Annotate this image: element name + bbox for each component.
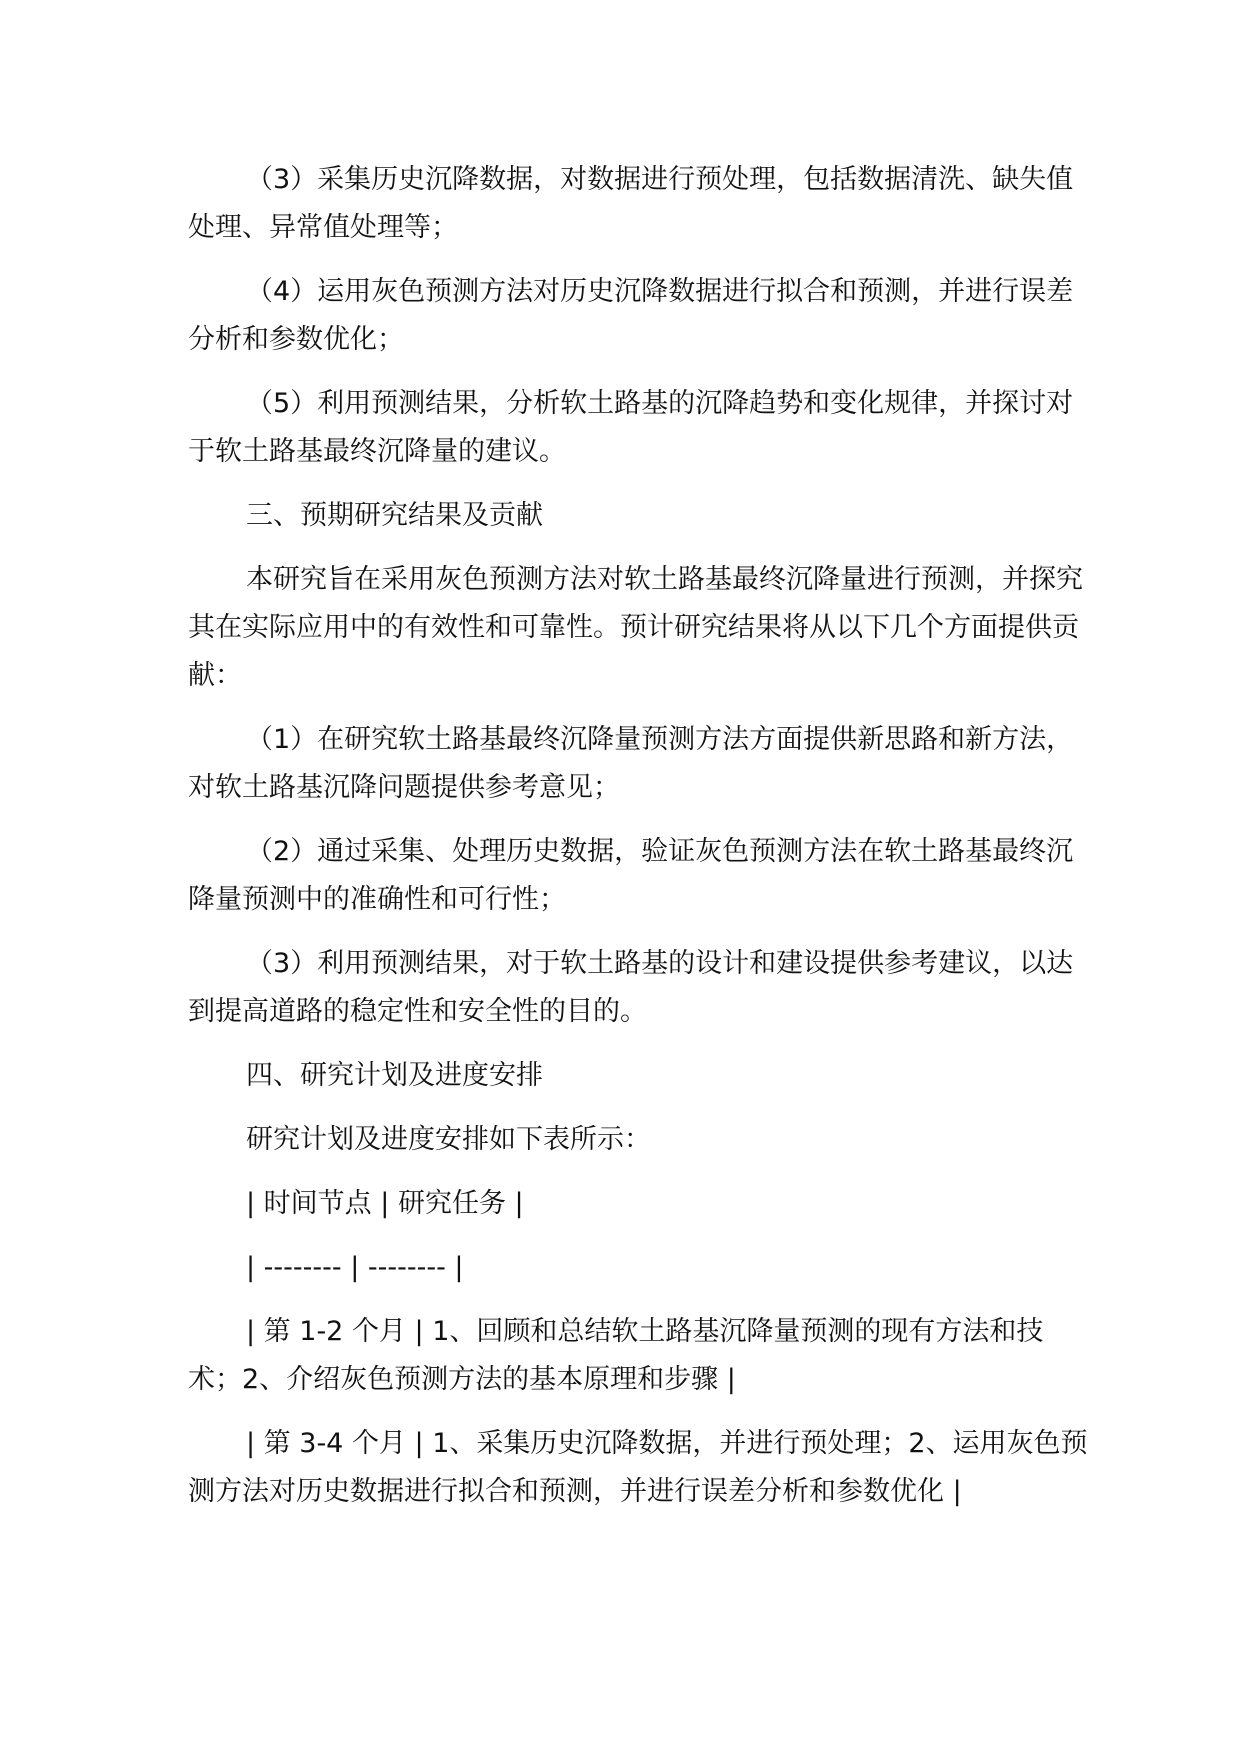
table-row-months-1-2: | 第 1-2 个月 | 1、回顾和总结软土路基沉降量预测的现有方法和技术；2、介绍灰色预测方法的基本原理和步骤 | xyxy=(188,1316,1044,1395)
paragraph-step-3: （3）采集历史沉降数据，对数据进行预处理，包括数据清洗、缺失值处理、异常值处理等； xyxy=(188,164,1074,243)
document-body xyxy=(188,156,1088,1532)
paragraph-contribution-1: （1）在研究软土路基最终沉降量预测方法方面提供新思路和新方法，对软土路基沉降问题提供参考意见； xyxy=(188,724,1074,803)
table-row-months-3-4: | 第 3-4 个月 | 1、采集历史沉降数据，并进行预处理；2、运用灰色预测方法对历史数据进行拟合和预测，并进行误差分析和参数优化 | xyxy=(188,1428,1088,1507)
paragraph-research-aim: 本研究旨在采用灰色预测方法对软土路基最终沉降量进行预测，并探究其在实际应用中的有效性和可靠性。预计研究结果将从以下几个方面提供贡献： xyxy=(188,564,1083,691)
paragraph-contribution-3: （3）利用预测结果，对于软土路基的设计和建设提供参考建议，以达到提高道路的稳定性和安全性的目的。 xyxy=(188,948,1074,1027)
section-heading-expected-results: 三、预期研究结果及贡献 xyxy=(246,500,543,531)
paragraph-step-4: （4）运用灰色预测方法对历史沉降数据进行拟合和预测，并进行误差分析和参数优化； xyxy=(188,276,1074,355)
paragraph-step-5: （5）利用预测结果，分析软土路基的沉降趋势和变化规律，并探讨对于软土路基最终沉降量的建议。 xyxy=(188,388,1074,467)
paragraph-plan-intro: 研究计划及进度安排如下表所示： xyxy=(246,1124,651,1155)
table-header-row: | 时间节点 | 研究任务 | xyxy=(246,1188,524,1219)
paragraph-contribution-2: （2）通过采集、处理历史数据，验证灰色预测方法在软土路基最终沉降量预测中的准确性和可行性； xyxy=(188,836,1074,915)
table-separator-row: | -------- | -------- | xyxy=(246,1252,464,1283)
section-heading-research-plan: 四、研究计划及进度安排 xyxy=(246,1060,543,1091)
